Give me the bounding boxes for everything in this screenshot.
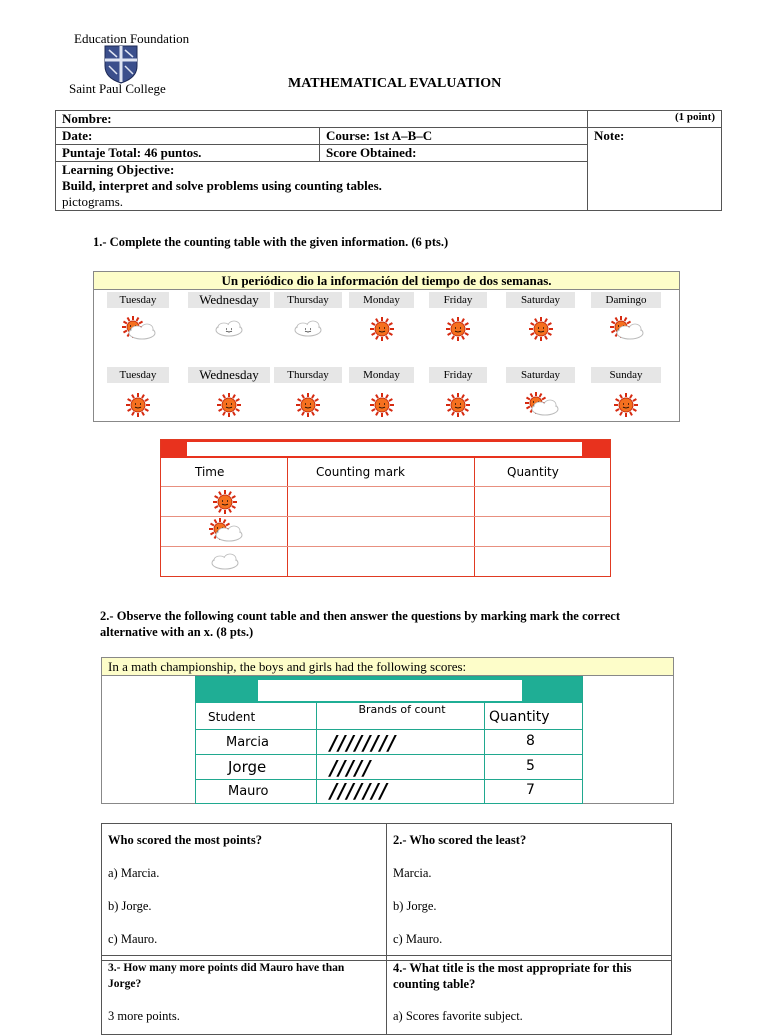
sun-icon xyxy=(362,315,402,343)
day-label: Monday xyxy=(349,367,414,383)
questions-table-2 xyxy=(101,955,672,1035)
day-label: Thursday xyxy=(274,292,342,308)
sun-icon xyxy=(438,391,478,419)
header-quantity-2: Quantity xyxy=(489,709,550,725)
day-label: Thursday xyxy=(274,367,342,383)
weather-box xyxy=(93,271,680,422)
day-label: Saturday xyxy=(506,367,575,383)
questions-table-1 xyxy=(101,823,672,961)
question-3-text: 3.- How many more points did Mauro have than Jorge? xyxy=(108,962,345,990)
option-b[interactable]: b) Jorge. xyxy=(108,899,152,913)
sun-icon xyxy=(438,315,478,343)
question-3 xyxy=(102,956,387,1035)
day-label: Friday xyxy=(429,292,487,308)
day-label: Wednesday xyxy=(188,292,270,308)
sun-icon xyxy=(205,488,245,516)
sun-cloud-icon xyxy=(521,391,561,419)
student-name: Jorge xyxy=(228,758,267,776)
question-2-text: 2.- Who scored the least? xyxy=(393,833,527,847)
scores-box xyxy=(101,657,674,804)
tally-marks: ///// xyxy=(330,756,372,780)
q2-instruction: 2.- Observe the following count table and then answer the questions by marking mark the correct alternative with an x. (8 pts.) xyxy=(100,609,620,639)
sun-cloud-icon xyxy=(606,315,646,343)
q1-title: 1.- Complete the counting table with the given information. (6 pts.) xyxy=(93,235,449,249)
score-label: Score Obtained: xyxy=(320,145,588,162)
puntaje-label: Puntaje Total: 46 puntos. xyxy=(56,145,320,162)
scores-table xyxy=(195,676,583,804)
course-label: Course: 1st A–B–C xyxy=(320,128,588,145)
header-time: Time xyxy=(195,465,225,479)
header-brands: Brands of count xyxy=(358,703,446,716)
note-label: Note: xyxy=(588,128,722,211)
question-1-text: Who scored the most points? xyxy=(108,833,262,847)
option-a[interactable]: Marcia. xyxy=(393,866,432,880)
option-b[interactable]: b) Jorge. xyxy=(393,899,437,913)
lo-text: Build, interpret and solve problems using counting tables. xyxy=(62,178,382,193)
school-name: Education Foundation xyxy=(74,31,190,46)
quantity-value: 7 xyxy=(526,782,535,798)
counting-table-title-bar xyxy=(161,440,610,458)
header-counting-mark: Counting mark xyxy=(316,465,405,479)
lo-text-2: pictograms. xyxy=(62,194,124,209)
day-label: Tuesday xyxy=(107,292,169,308)
sun-icon xyxy=(606,391,646,419)
option-c[interactable]: c) Mauro. xyxy=(393,932,443,946)
page-title: MATHEMATICAL EVALUATION xyxy=(288,76,502,91)
tally-marks: /////// xyxy=(330,779,389,803)
day-label: Friday xyxy=(429,367,487,383)
cloud-icon xyxy=(209,315,249,343)
question-4-text: 4.- What title is the most appropriate for this counting table? xyxy=(393,961,632,991)
day-label: Saturday xyxy=(506,292,575,308)
day-label: Wednesday xyxy=(188,367,270,383)
scores-box-head: In a math championship, the boys and girls had the following scores: xyxy=(102,658,673,676)
lo-label: Learning Objective: xyxy=(62,162,175,177)
sun-icon xyxy=(209,391,249,419)
sun-icon xyxy=(521,315,561,343)
student-name: Mauro xyxy=(228,784,269,799)
sun-icon xyxy=(362,391,402,419)
tally-marks: //////// xyxy=(330,731,397,755)
quantity-value: 8 xyxy=(526,733,535,749)
sun-icon xyxy=(288,391,328,419)
sun-icon xyxy=(118,391,158,419)
header-quantity: Quantity xyxy=(507,465,559,479)
scores-table-title-bar xyxy=(196,677,582,703)
point-label: (1 point) xyxy=(588,111,722,128)
question-4 xyxy=(387,956,672,1035)
counting-table xyxy=(160,439,611,577)
sun-cloud-icon xyxy=(118,315,158,343)
day-label: Tuesday xyxy=(107,367,169,383)
day-label: Monday xyxy=(349,292,414,308)
nombre-label: Nombre: xyxy=(56,111,588,128)
option-c[interactable]: c) Mauro. xyxy=(108,932,158,946)
cloud-icon xyxy=(205,548,245,576)
option-a[interactable]: a) Marcia. xyxy=(108,866,160,880)
quantity-value: 5 xyxy=(526,758,535,774)
date-label: Date: xyxy=(56,128,320,145)
weather-box-head: Un periódico dio la información del tiempo de dos semanas. xyxy=(94,272,679,290)
day-label: Sunday xyxy=(591,367,661,383)
info-table xyxy=(55,110,722,211)
school-name-2: Saint Paul College xyxy=(69,81,166,96)
option-a[interactable]: a) Scores favorite subject. xyxy=(393,1009,523,1023)
option-a[interactable]: 3 more points. xyxy=(108,1009,180,1023)
header-student: Student xyxy=(208,710,256,724)
learning-objective xyxy=(56,162,588,211)
cloud-icon xyxy=(288,315,328,343)
school-crest-icon xyxy=(101,44,141,84)
question-1 xyxy=(102,824,387,961)
sun-cloud-icon xyxy=(205,517,245,545)
question-2 xyxy=(387,824,672,961)
student-name: Marcia xyxy=(226,735,269,750)
day-label: Damingo xyxy=(591,292,661,308)
